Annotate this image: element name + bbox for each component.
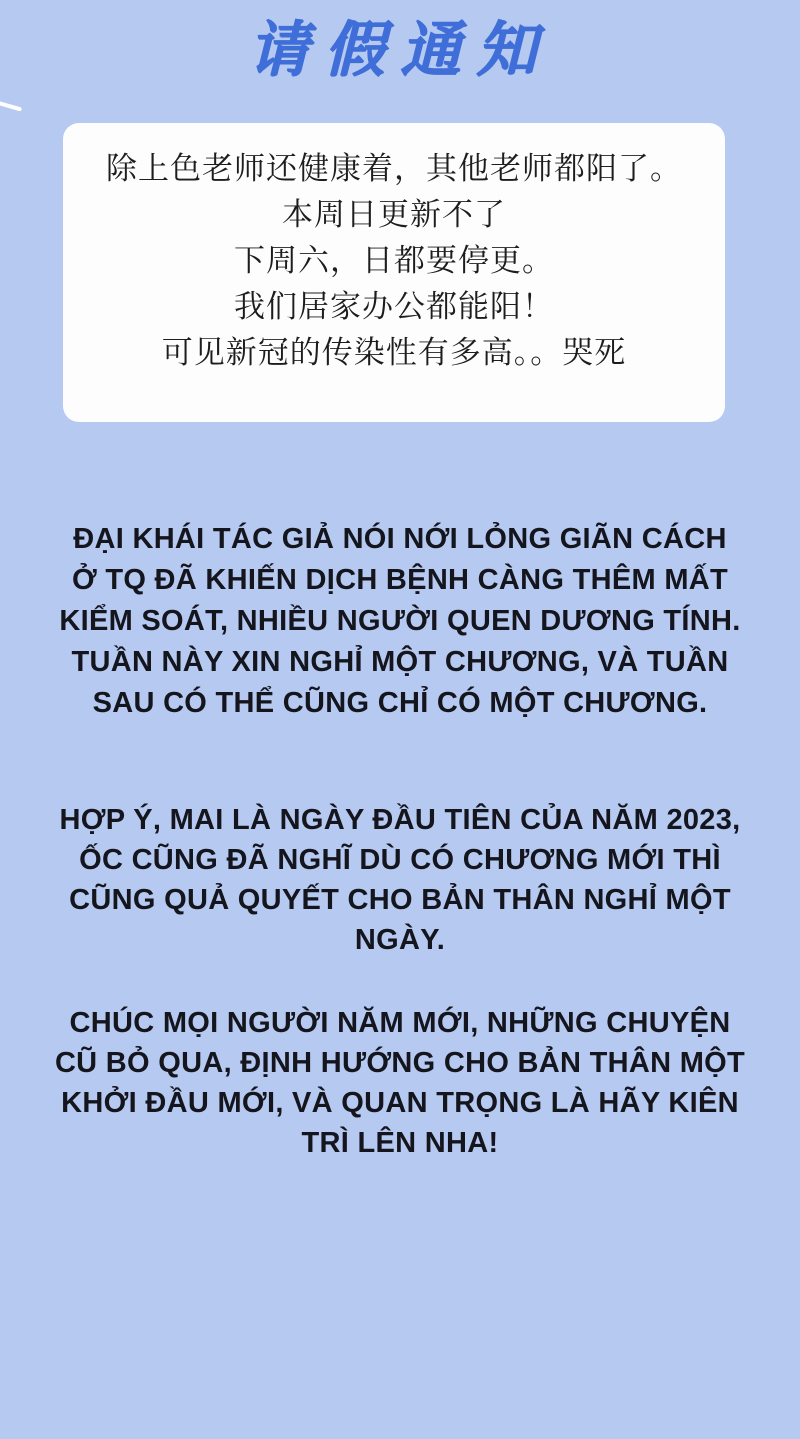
- translator-paragraph-3: [40, 1003, 760, 1163]
- paragraph-line: CHÚC MỌI NGƯỜI NĂM MỚI, NHỮNG CHUYỆN: [69, 1007, 731, 1039]
- translator-paragraph-1: [40, 519, 760, 724]
- paragraph-line: ỐC CŨNG ĐÃ NGHĨ DÙ CÓ CHƯƠNG MỚI THÌ: [79, 844, 721, 876]
- notice-box: [63, 123, 725, 422]
- paragraph-line: CŨNG QUẢ QUYẾT CHO BẢN THÂN NGHỈ MỘT: [69, 884, 731, 916]
- paragraph-line: HỢP Ý, MAI LÀ NGÀY ĐẦU TIÊN CỦA NĂM 2023,: [59, 804, 741, 836]
- paragraph-line: ĐẠI KHÁI TÁC GIẢ NÓI NỚI LỎNG GIÃN CÁCH: [73, 523, 727, 555]
- paragraph-line: TRÌ LÊN NHA!: [301, 1127, 499, 1159]
- paragraph-line: NGÀY.: [354, 924, 446, 956]
- page-title: 请假通知: [248, 15, 552, 85]
- translator-paragraph-2: [40, 800, 760, 960]
- notice-line: 本周日更新不了: [282, 197, 506, 232]
- notice-line: 我们居家办公都能阳！: [234, 289, 554, 324]
- paragraph-line: SAU CÓ THỂ CŨNG CHỈ CÓ MỘT CHƯƠNG.: [92, 687, 708, 719]
- notice-line: 可见新冠的传染性有多高。。哭死: [161, 335, 627, 370]
- notice-line: 除上色老师还健康着，其他老师都阳了。: [106, 151, 682, 186]
- paragraph-line: KHỞI ĐẦU MỚI, VÀ QUAN TRỌNG LÀ HÃY KIÊN: [61, 1087, 739, 1119]
- paragraph-line: KIỂM SOÁT, NHIỀU NGƯỜI QUEN DƯƠNG TÍNH.: [59, 605, 741, 637]
- decorative-streak: [0, 100, 22, 111]
- paragraph-line: Ở TQ ĐÃ KHIẾN DỊCH BỆNH CÀNG THÊM MẤT: [71, 564, 729, 596]
- paragraph-line: TUẦN NÀY XIN NGHỈ MỘT CHƯƠNG, VÀ TUẦN: [71, 646, 729, 678]
- notice-line: 下周六，日都要停更。: [234, 243, 554, 278]
- paragraph-line: CŨ BỎ QUA, ĐỊNH HƯỚNG CHO BẢN THÂN MỘT: [54, 1047, 746, 1079]
